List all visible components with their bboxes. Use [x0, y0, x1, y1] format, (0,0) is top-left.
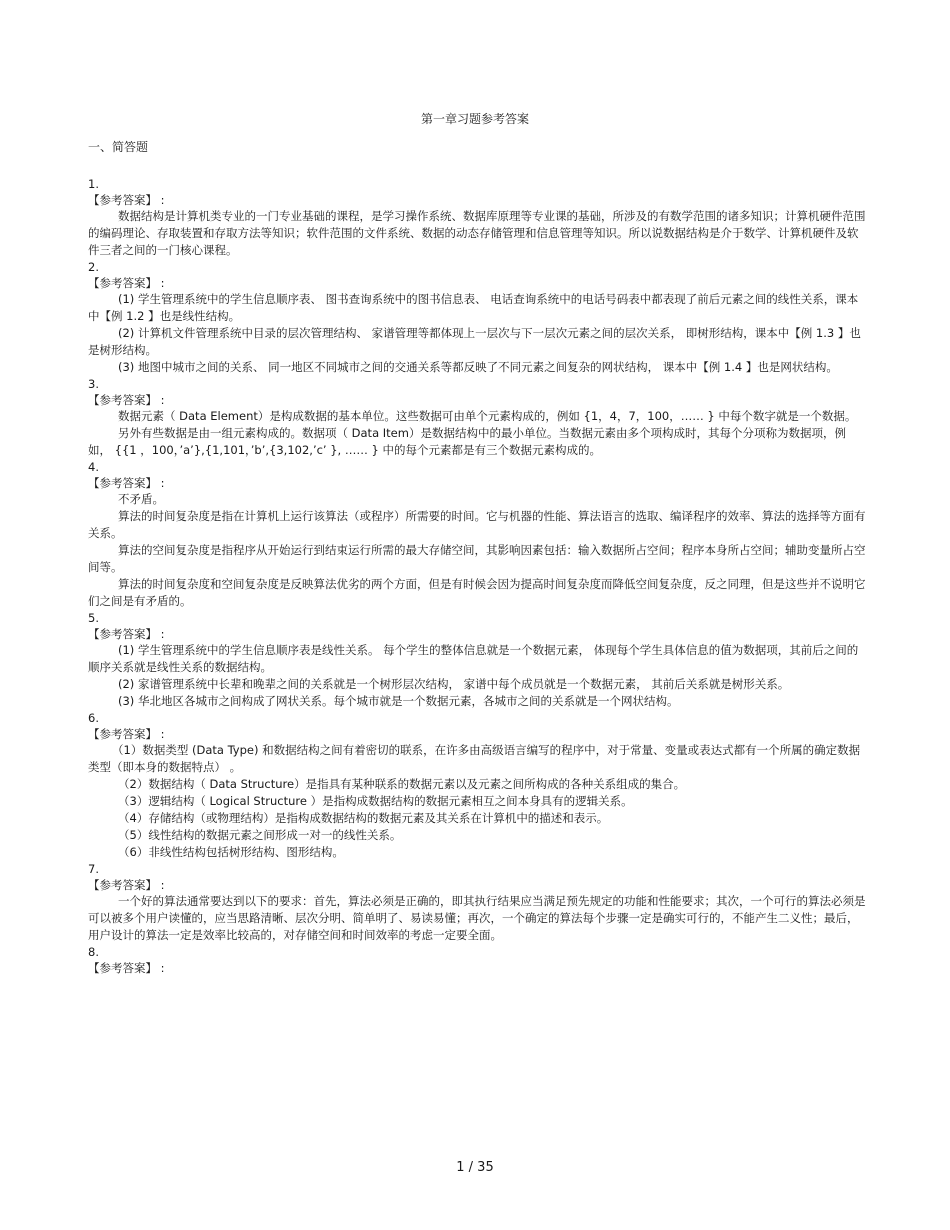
answer-paragraph: (1) 学生管理系统中的学生信息顺序表是线性关系。 每个学生的整体信息就是一个数据元素， 体现每个学生具体信息的值为数据项，其前后之间的顺序关系就是线性关系的数据结构。 [88, 643, 859, 674]
answer-paragraph: (2) 家谱管理系统中长辈和晚辈之间的关系就是一个树形层次结构， 家谱中每个成员就是一个数据元素， 其前后关系就是树形关系。 [118, 677, 790, 691]
question-number: 1. [88, 177, 99, 191]
answer-paragraph: (3) 华北地区各城市之间构成了网状关系。每个城市就是一个数据元素，各城市之间的关系就是一个网状结构。 [118, 694, 679, 708]
question-number: 8. [88, 945, 99, 959]
question-6 [88, 710, 868, 861]
answer-label: 【参考答案】 : [88, 878, 165, 892]
question-number: 6. [88, 711, 99, 725]
answer-paragraph: 算法的时间复杂度是指在计算机上运行该算法（或程序）所需要的时间。它与机器的性能、算法语言的选取、编译程序的效率、算法的选择等方面有关系。 [88, 509, 866, 540]
answer-list-item: （1）数据类型 (Data Type) 和数据结构之间有着密切的联系，在许多由高级语言编写的程序中，对于常量、变量或表达式都有一个所属的确定数据类型（即本身的数据特点） 。 [88, 743, 861, 774]
page-number: 1 / 35 [456, 1160, 494, 1175]
answer-paragraph: 不矛盾。 [118, 492, 164, 506]
section-heading: 一、简答题 [88, 140, 149, 154]
question-3 [88, 376, 868, 459]
answer-paragraph: 另外有些数据是由一组元素构成的。数据项（ Data Item）是数据结构中的最小单位。当数据元素由多个项构成时，其每个分项称为数据项，例如， {{1 ，100，’a’},{1,101，’b’,{3,102,’c’ }, …… } 中的每个元素都是有三个数据元素构成的。 [88, 426, 846, 457]
question-number: 4. [88, 460, 99, 474]
answer-content [88, 176, 868, 976]
page-title: 第一章习题参考答案 [420, 112, 529, 126]
answer-paragraph: 数据元素（ Data Element）是构成数据的基本单位。这些数据可由单个元素构成的，例如 {1，4，7，100，…… } 中每个数字就是一个数据。 [118, 409, 857, 423]
answer-paragraph: (3) 地图中城市之间的关系、 同一地区不同城市之间的交通关系等都反映了不同元素之间复杂的网状结构， 课本中【例 1.4 】也是网状结构。 [118, 360, 838, 374]
answer-list-item: （6）非线性结构包括树形结构、图形结构。 [118, 845, 344, 859]
answer-label: 【参考答案】 : [88, 276, 165, 290]
question-number: 5. [88, 611, 99, 625]
answer-paragraph: (2) 计算机文件管理系统中目录的层次管理结构、 家谱管理等都体现上一层次与下一层次元素之间的层次关系， 即树形结构，课本中【例 1.3 】也是树形结构。 [88, 326, 861, 357]
question-5 [88, 610, 868, 710]
answer-paragraph: 算法的空间复杂度是指程序从开始运行到结束运行所需的最大存储空间，其影响因素包括：输入数据所占空间；程序本身所占空间；辅助变量所占空间等。 [88, 543, 866, 574]
question-number: 2. [88, 260, 99, 274]
answer-label: 【参考答案】 : [88, 627, 165, 641]
answer-label: 【参考答案】 : [88, 727, 165, 741]
answer-list-item: （2）数据结构（ Data Structure）是指具有某种联系的数据元素以及元素之间所构成的各种关系组成的集合。 [118, 777, 686, 791]
answer-paragraph: 一个好的算法通常要达到以下的要求：首先，算法必须是正确的，即其执行结果应当满足预先规定的功能和性能要求；其次，一个可行的算法必须是可以被多个用户读懂的，应当思路清晰、层次分明、简单明了、易读易懂；再次，一个确定的算法每个步骤一定是确实可行的，不能产生二义性；最后，用户设计的算法一定是效率比较高的，对存储空间和时间效率的考虑一定要全面。 [88, 894, 866, 942]
question-8 [88, 944, 868, 976]
question-2 [88, 259, 868, 376]
question-number: 3. [88, 377, 99, 391]
answer-paragraph: 数据结构是计算机类专业的一门专业基础的课程，是学习操作系统、数据库原理等专业课的基础，所涉及的有数学范围的诸多知识；计算机硬件范围的编码理论、存取装置和存取方法等知识；软件范围的文件系统、数据的动态存储管理和信息管理等知识。所以说数据结构是介于数学、计算机硬件及软件三者之间的一门核心课程。 [88, 209, 866, 257]
answer-label: 【参考答案】 : [88, 193, 165, 207]
answer-paragraph: (1) 学生管理系统中的学生信息顺序表、 图书查询系统中的图书信息表、 电话查询系统中的电话号码表中都表现了前后元素之间的线性关系，课本中【例 1.2 】也是线性结构。 [88, 292, 859, 323]
answer-list-item: （3）逻辑结构（ Logical Structure ）是指构成数据结构的数据元素相互之间本身具有的逻辑关系。 [118, 794, 633, 808]
answer-paragraph: 算法的时间复杂度和空间复杂度是反映算法优劣的两个方面，但是有时候会因为提高时间复杂度而降低空间复杂度，反之同理，但是这些并不说明它们之间是有矛盾的。 [88, 577, 866, 608]
question-1 [88, 176, 868, 259]
answer-label: 【参考答案】 : [88, 393, 165, 407]
answer-label: 【参考答案】 : [88, 961, 165, 975]
question-number: 7. [88, 862, 99, 876]
answer-label: 【参考答案】 : [88, 476, 165, 490]
answer-list-item: （5）线性结构的数据元素之间形成一对一的线性关系。 [118, 828, 402, 842]
answer-list-item: （4）存储结构（或物理结构）是指构成数据结构的数据元素及其关系在计算机中的描述和表示。 [118, 811, 609, 825]
question-4 [88, 459, 868, 610]
question-7 [88, 861, 868, 944]
